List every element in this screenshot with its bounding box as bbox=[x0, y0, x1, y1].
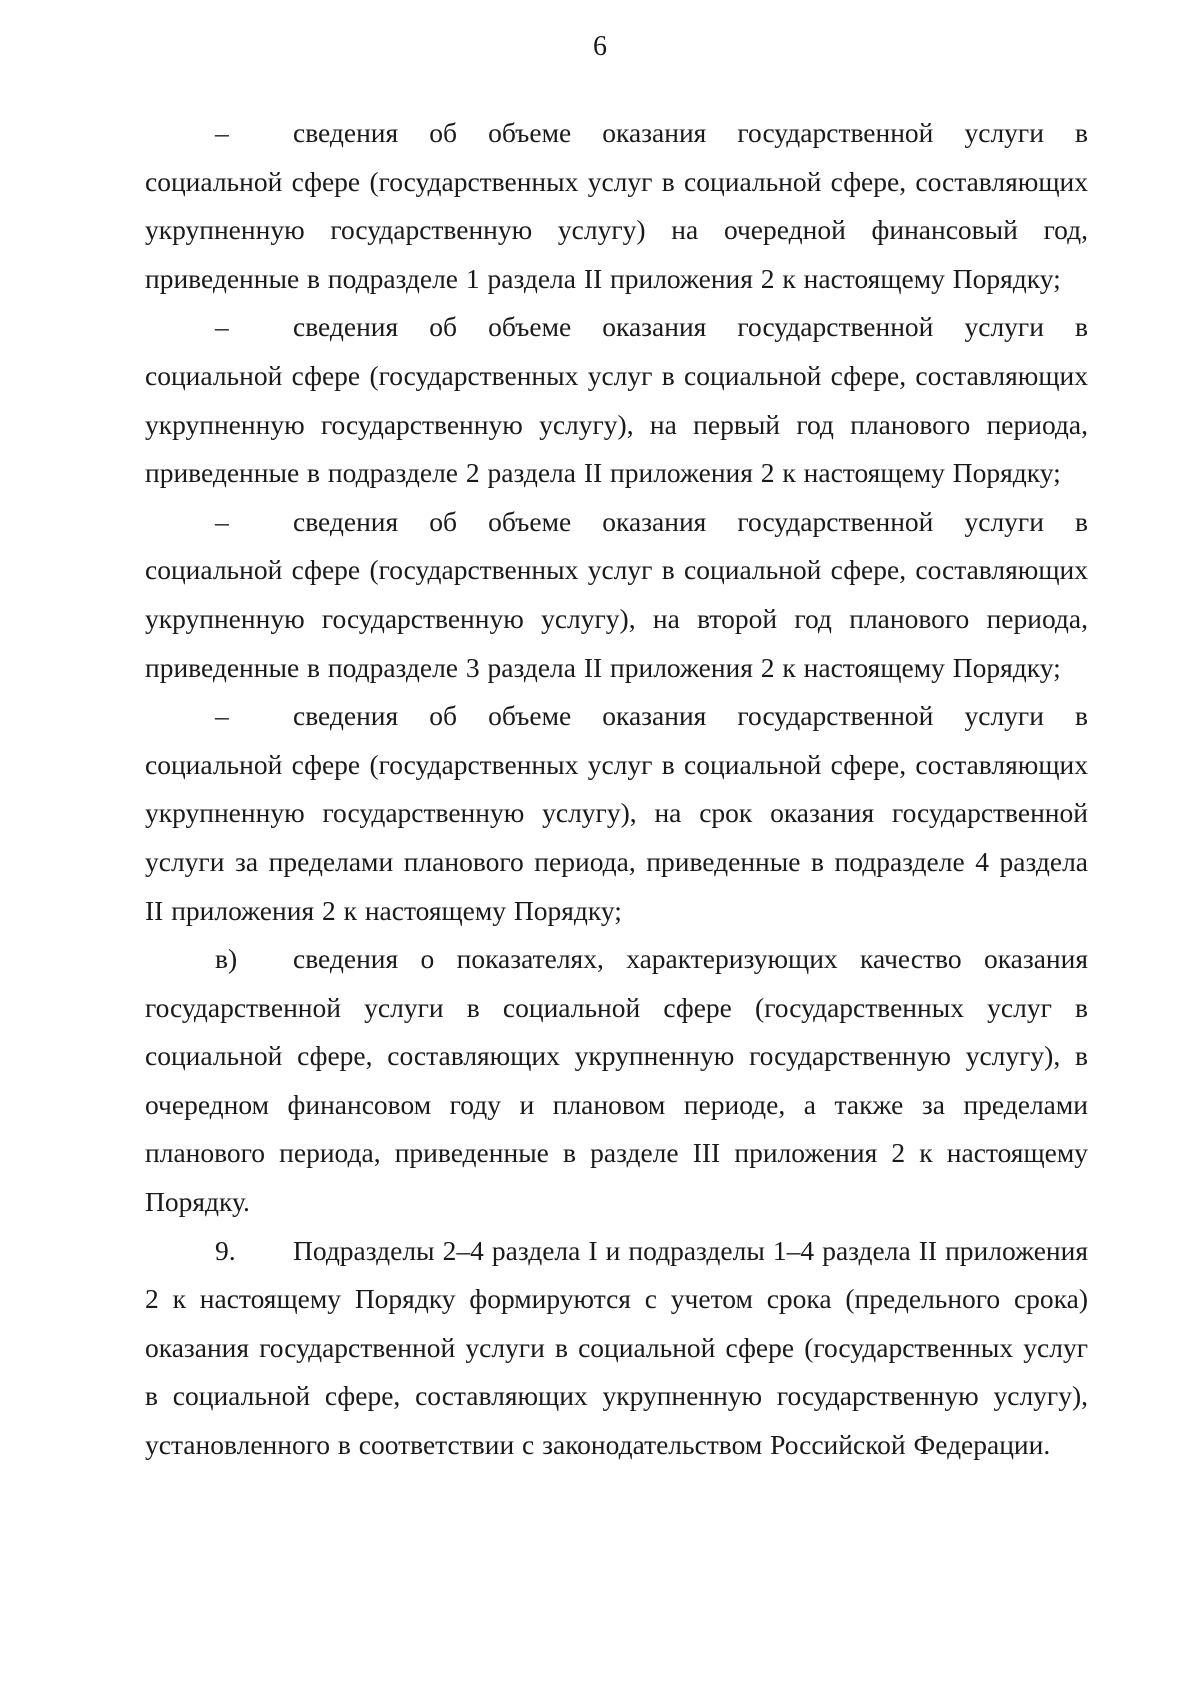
dash-marker: – bbox=[215, 700, 229, 732]
paragraph-text: сведения о показателях, характеризующих качество оказания государственной услуги в социальной сфере (государственных услуг в социальной сфере, составляющих укрупненную государственную услугу), в очередном финансовом году и плановом периоде, а также за пределами планового периода, приведенные в разделе III приложения 2 к настоящему Порядку. bbox=[145, 943, 1088, 1218]
list-item-volume-beyond-plan bbox=[145, 692, 1088, 935]
dash-marker: – bbox=[215, 117, 229, 148]
dash-marker: – bbox=[215, 505, 229, 537]
letter-marker: в) bbox=[215, 943, 238, 975]
page-number: 6 bbox=[593, 31, 607, 62]
list-item-volume-second-plan-year bbox=[145, 498, 1088, 692]
list-item-quality-indicators bbox=[145, 935, 1088, 1227]
paragraph-text: сведения об объеме оказания государственной услуги в социальной сфере (государственных услуг в социальной сфере, составляющих укрупненную государственную услугу) на очередной финансовый год, приведенные в подразделе 1 раздела II приложения 2 к настоящему Порядку; bbox=[145, 117, 1088, 294]
list-item-volume-next-year bbox=[145, 109, 1088, 303]
paragraph-text: сведения об объеме оказания государственной услуги в социальной сфере (государственных услуг в социальной сфере, составляющих укрупненную государственную услугу), на срок оказания государственной услуги за пределами планового периода, приведенные в подразделе 4 раздела II приложения 2 к настоящему Порядку; bbox=[145, 700, 1088, 926]
clause-9 bbox=[145, 1227, 1088, 1470]
clause-number: 9. bbox=[215, 1234, 236, 1266]
paragraph-text: Подразделы 2–4 раздела I и подразделы 1–4 раздела II приложения 2 к настоящему Порядку формируются с учетом срока (предельного срока) оказания государственной услуги в социальной сфере (государственных услуг в социальной сфере, составляющих укрупненную государственную услугу), установленного в соответствии с законодательством Российской Федерации. bbox=[145, 1234, 1088, 1461]
dash-marker: – bbox=[215, 311, 229, 343]
paragraph-text: сведения об объеме оказания государственной услуги в социальной сфере (государственных услуг в социальной сфере, составляющих укрупненную государственную услугу), на второй год планового периода, приведенные в подразделе 3 раздела II приложения 2 к настоящему Порядку; bbox=[145, 505, 1088, 683]
paragraph-text: сведения об объеме оказания государственной услуги в социальной сфере (государственных услуг в социальной сфере, составляющих укрупненную государственную услугу), на первый год планового периода, приведенные в подразделе 2 раздела II приложения 2 к настоящему Порядку; bbox=[145, 311, 1088, 489]
document-body bbox=[145, 109, 1088, 1470]
list-item-volume-first-plan-year bbox=[145, 303, 1088, 497]
